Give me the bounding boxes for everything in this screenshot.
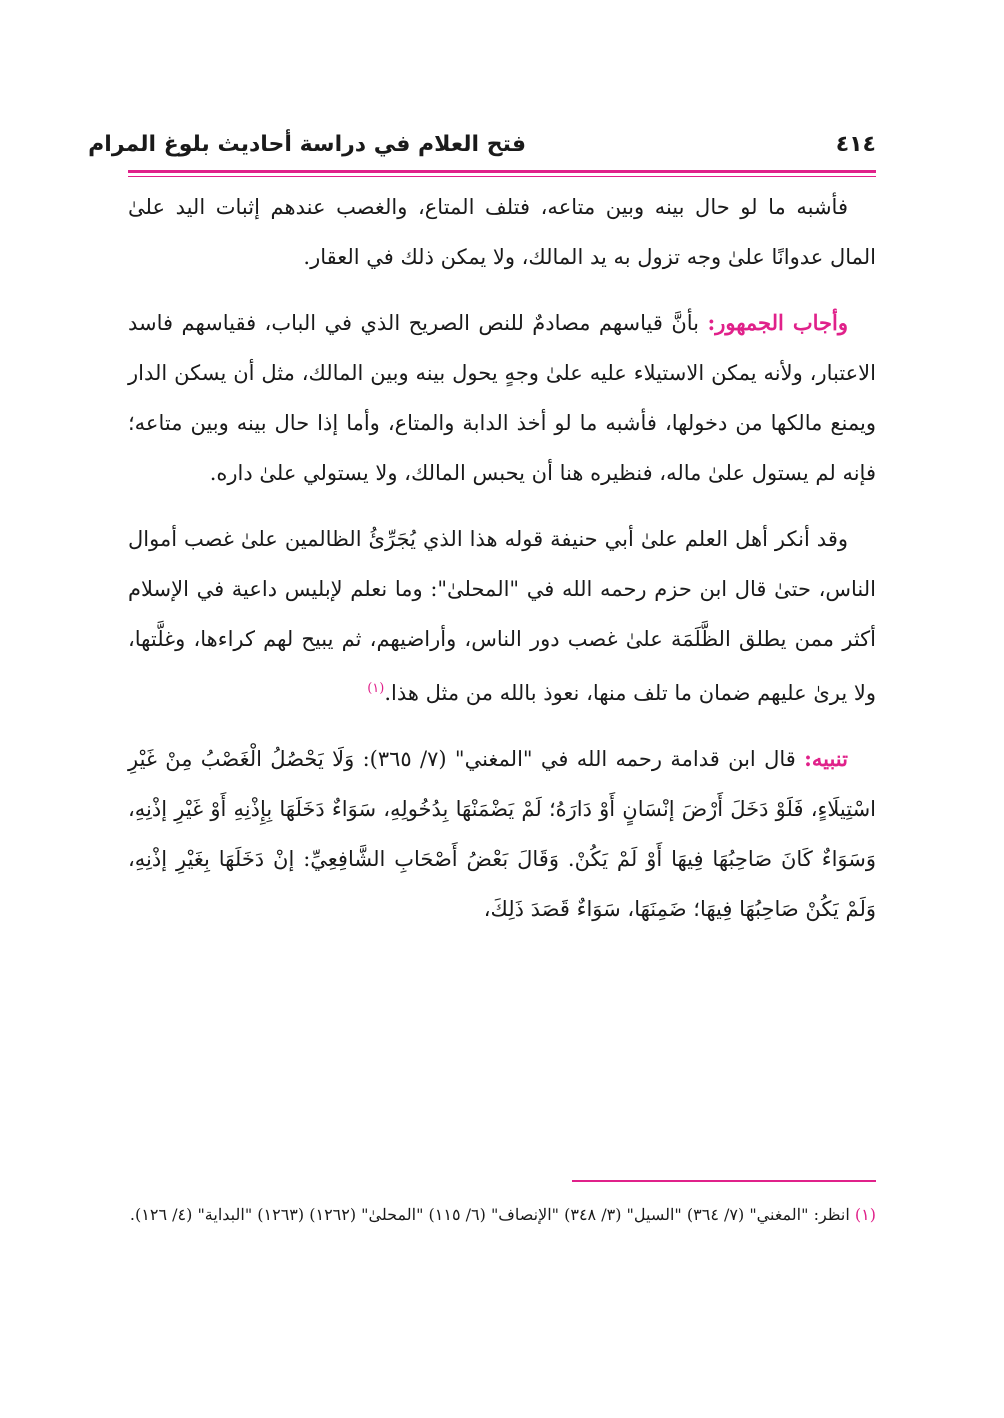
jumhur-answer-label: وأجاب الجمهور: (707, 310, 849, 335)
main-text (128, 182, 876, 950)
footnote-number: (١) (854, 1205, 876, 1224)
paragraph-1-text: فأشبه ما لو حال بينه وبين متاعه، فتلف المتاع، والغصب عندهم إثبات اليد علىٰ المال عدوانًا علىٰ وجه تزول به يد المالك، ولا يمكن ذلك في العقار. (128, 195, 876, 269)
page-number: ٤١٤ (835, 132, 876, 157)
footnote-separator (572, 1180, 876, 1182)
paragraph-4 (128, 734, 876, 934)
paragraph-4-text: قال ابن قدامة رحمه الله في "المغني" (٧/ ٣٦٥): وَلَا يَحْصُلُ الْغَصْبُ مِنْ غَيْرِ اسْتِيلَاءٍ، فَلَوْ دَخَلَ أَرْضَ إنْسَانٍ أَوْ دَارَهُ؛ لَمْ يَضْمَنْهَا بِدُخُولِهِ، سَوَاءٌ دَخَلَهَا بِإِذْنِهِ أَوْ غَيْرِ إذْنِهِ، وَسَوَاءٌ كَانَ صَاحِبُهَا فِيهَا أَوْ لَمْ يَكُنْ. وَقَالَ بَعْضُ أَصْحَابِ الشَّافِعِيِّ: إنْ دَخَلَهَا بِغَيْرِ إذْنِهِ، وَلَمْ يَكُنْ صَاحِبُهَا فِيهَا؛ ضَمِنَهَا، سَوَاءٌ قَصَدَ ذَلِكَ، (128, 747, 876, 921)
footnote (128, 1198, 876, 1232)
header-rule-thick (128, 170, 876, 173)
paragraph-2 (128, 298, 876, 498)
paragraph-2-text: بأنَّ قياسهم مصادمٌ للنص الصريح الذي في الباب، فقياسهم فاسد الاعتبار، ولأنه يمكن الاستيلاء عليه علىٰ وجهٍ يحول بينه وبين المالك، مثل أن يسكن الدار ويمنع مالكها من دخولها، فأشبه ما لو أخذ الدابة والمتاع، وأما إذا حال بينه وبين متاعه؛ فإنه لم يستول علىٰ ماله، فنظيره هنا أن يحبس المالك، ولا يستولي علىٰ داره. (128, 311, 876, 485)
paragraph-3 (128, 514, 876, 718)
footnote-text: انظر: "المغني" (٧/ ٣٦٤) "السيل" (٣/ ٣٤٨) "الإنصاف" (٦/ ١١٥) "المحلىٰ" (١٢٦٢) (١٢٦٣) "البداية" (٤/ ١٢٦). (129, 1205, 850, 1224)
paragraph-1 (128, 182, 876, 282)
footnote-ref[interactable]: (١) (367, 681, 385, 696)
book-title: فتح العلام في دراسة أحاديث بلوغ المرام (88, 132, 526, 157)
note-label: تنبيه: (804, 746, 848, 771)
paragraph-3-text: وقد أنكر أهل العلم علىٰ أبي حنيفة قوله هذا الذي يُجَرِّئُ الظالمين علىٰ غصب أموال الناس، حتىٰ قال ابن حزم رحمه الله في "المحلىٰ": وما نعلم لإبليس داعية في الإسلام أكثر ممن يطلق الظَّلَمَة علىٰ غصب دور الناس، وأراضيهم، ثم يبيح لهم كراءها، وغلَّتها، ولا يرىٰ عليهم ضمان ما تلف منها، نعوذ بالله من مثل هذا. (128, 527, 876, 705)
header-rule-thin (128, 176, 876, 177)
running-header (88, 128, 876, 168)
